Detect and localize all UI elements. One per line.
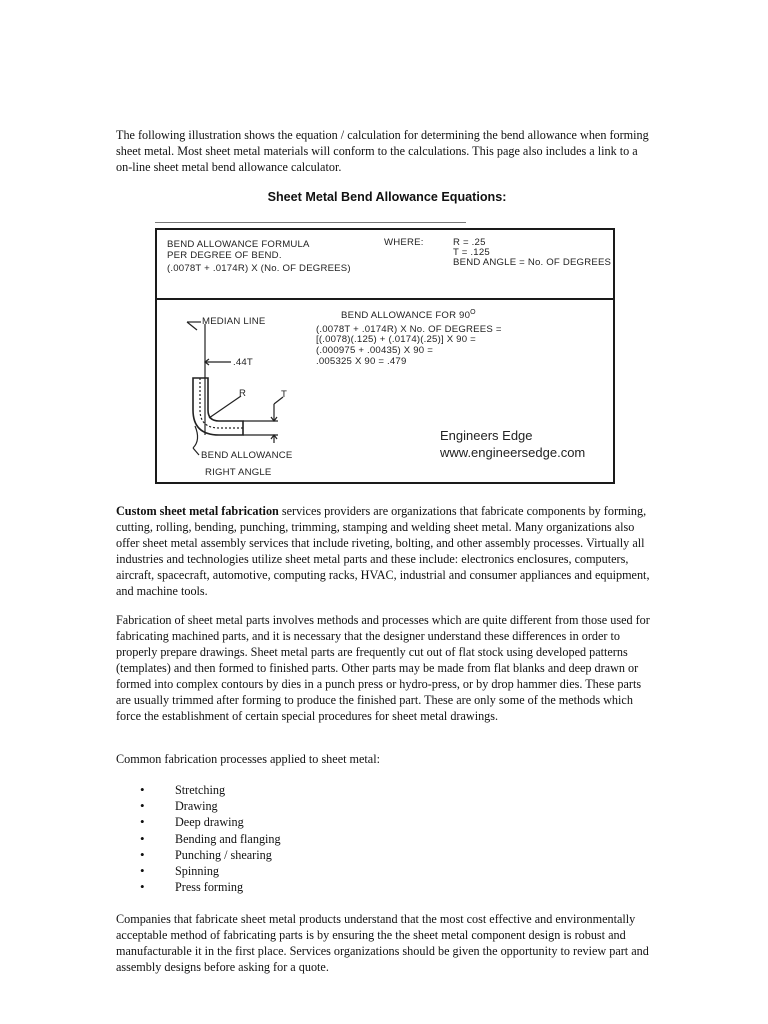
- list-item: • Stretching: [140, 782, 281, 798]
- t-label: T: [281, 389, 288, 400]
- list-item: • Drawing: [140, 798, 281, 814]
- bend-title-text: BEND ALLOWANCE FOR 90: [341, 310, 471, 322]
- brand-name: Engineers Edge: [440, 428, 533, 443]
- paragraph-processes-intro: Common fabrication processes applied to sheet metal:: [116, 752, 380, 766]
- calc-line-2: [(.0078)(.125) + (.0174)(.25)] X 90 =: [316, 334, 476, 345]
- intro-paragraph: The following illustration shows the equation / calculation for determining the bend allowance when forming sheet metal. Most sheet metal materials will conform to the calculations. This page also includes a link to a on-line sheet metal bend allowance calculator.: [116, 128, 649, 174]
- list-item: • Press forming: [140, 879, 281, 895]
- process-list: [140, 782, 281, 895]
- t44-label: .44T: [233, 357, 253, 368]
- bend-allowance-figure: [155, 228, 615, 484]
- paragraph-custom-fabrication: [116, 503, 656, 599]
- list-item: • Bending and flanging: [140, 831, 281, 847]
- where-t: T = .125: [453, 247, 490, 258]
- formula-line-3: (.0078T + .0174R) X (No. OF DEGREES): [167, 263, 351, 274]
- bend-allowance-label: BEND ALLOWANCE: [201, 450, 293, 461]
- degree-mark: O: [470, 309, 476, 316]
- formula-line-2: PER DEGREE OF BEND.: [167, 250, 282, 261]
- calc-line-1: (.0078T + .0174R) X No. OF DEGREES =: [316, 324, 502, 335]
- brand-url: www.engineersedge.com: [440, 445, 586, 460]
- calc-line-3: (.000975 + .00435) X 90 =: [316, 345, 434, 356]
- list-item: • Punching / shearing: [140, 847, 281, 863]
- custom-fabrication-bold: Custom sheet metal fabrication: [116, 504, 279, 518]
- where-angle: BEND ANGLE = No. OF DEGREES: [453, 257, 612, 268]
- median-line-label: MEDIAN LINE: [202, 316, 266, 327]
- section-heading: Sheet Metal Bend Allowance Equations:: [267, 190, 507, 204]
- right-angle-label: RIGHT ANGLE: [205, 467, 272, 478]
- where-r: R = .25: [453, 237, 486, 248]
- heading-rule: [155, 222, 466, 223]
- list-item: • Spinning: [140, 863, 281, 879]
- custom-fabrication-text: services providers are organizations that fabricate components by forming, cutting, rolling, bending, punching, trimming, stamping and welding sheet metal. Many organizations also offer sheet metal assembly services that include riveting, bolting, and other assembly processes. Virtually all industries and technologies utilize sheet metal parts and these include: electronics enclosures, computers, aircraft, spacecraft, automotive, computing racks, HVAC, industrial and consumer appliances and equipment, and machine tools.: [116, 504, 650, 598]
- calc-line-4: .005325 X 90 = .479: [316, 356, 407, 367]
- formula-line-1: BEND ALLOWANCE FORMULA: [167, 239, 310, 250]
- list-item: • Deep drawing: [140, 814, 281, 830]
- where-label: WHERE:: [384, 237, 424, 248]
- r-label: R: [239, 388, 247, 399]
- paragraph-companies: Companies that fabricate sheet metal products understand that the most cost effective and environmentally acceptable method of fabricating parts is by ensuring the the sheet metal component design is robust and manufacturable it in the first place. Services organizations should be given the opportunity to review part and assembly designs before asking for a quote.: [116, 912, 649, 974]
- paragraph-fabrication-parts: Fabrication of sheet metal parts involves methods and processes which are quite different from those used for fabricating machined parts, and it is necessary that the designer understand these differences in order to properly prepare drawings. Sheet metal parts are frequently cut out of flat stock using developed patterns (templates) and then formed to finished parts. Other parts may be made from flat blanks and deep drawn or formed into complex contours by dies in a punch press or hydro-press, or by drop hammer dies. These parts are usually trimmed after forming to produce the finished part. These are only some of the methods which force the establishment of certain special procedures for sheet metal drawings.: [116, 613, 650, 723]
